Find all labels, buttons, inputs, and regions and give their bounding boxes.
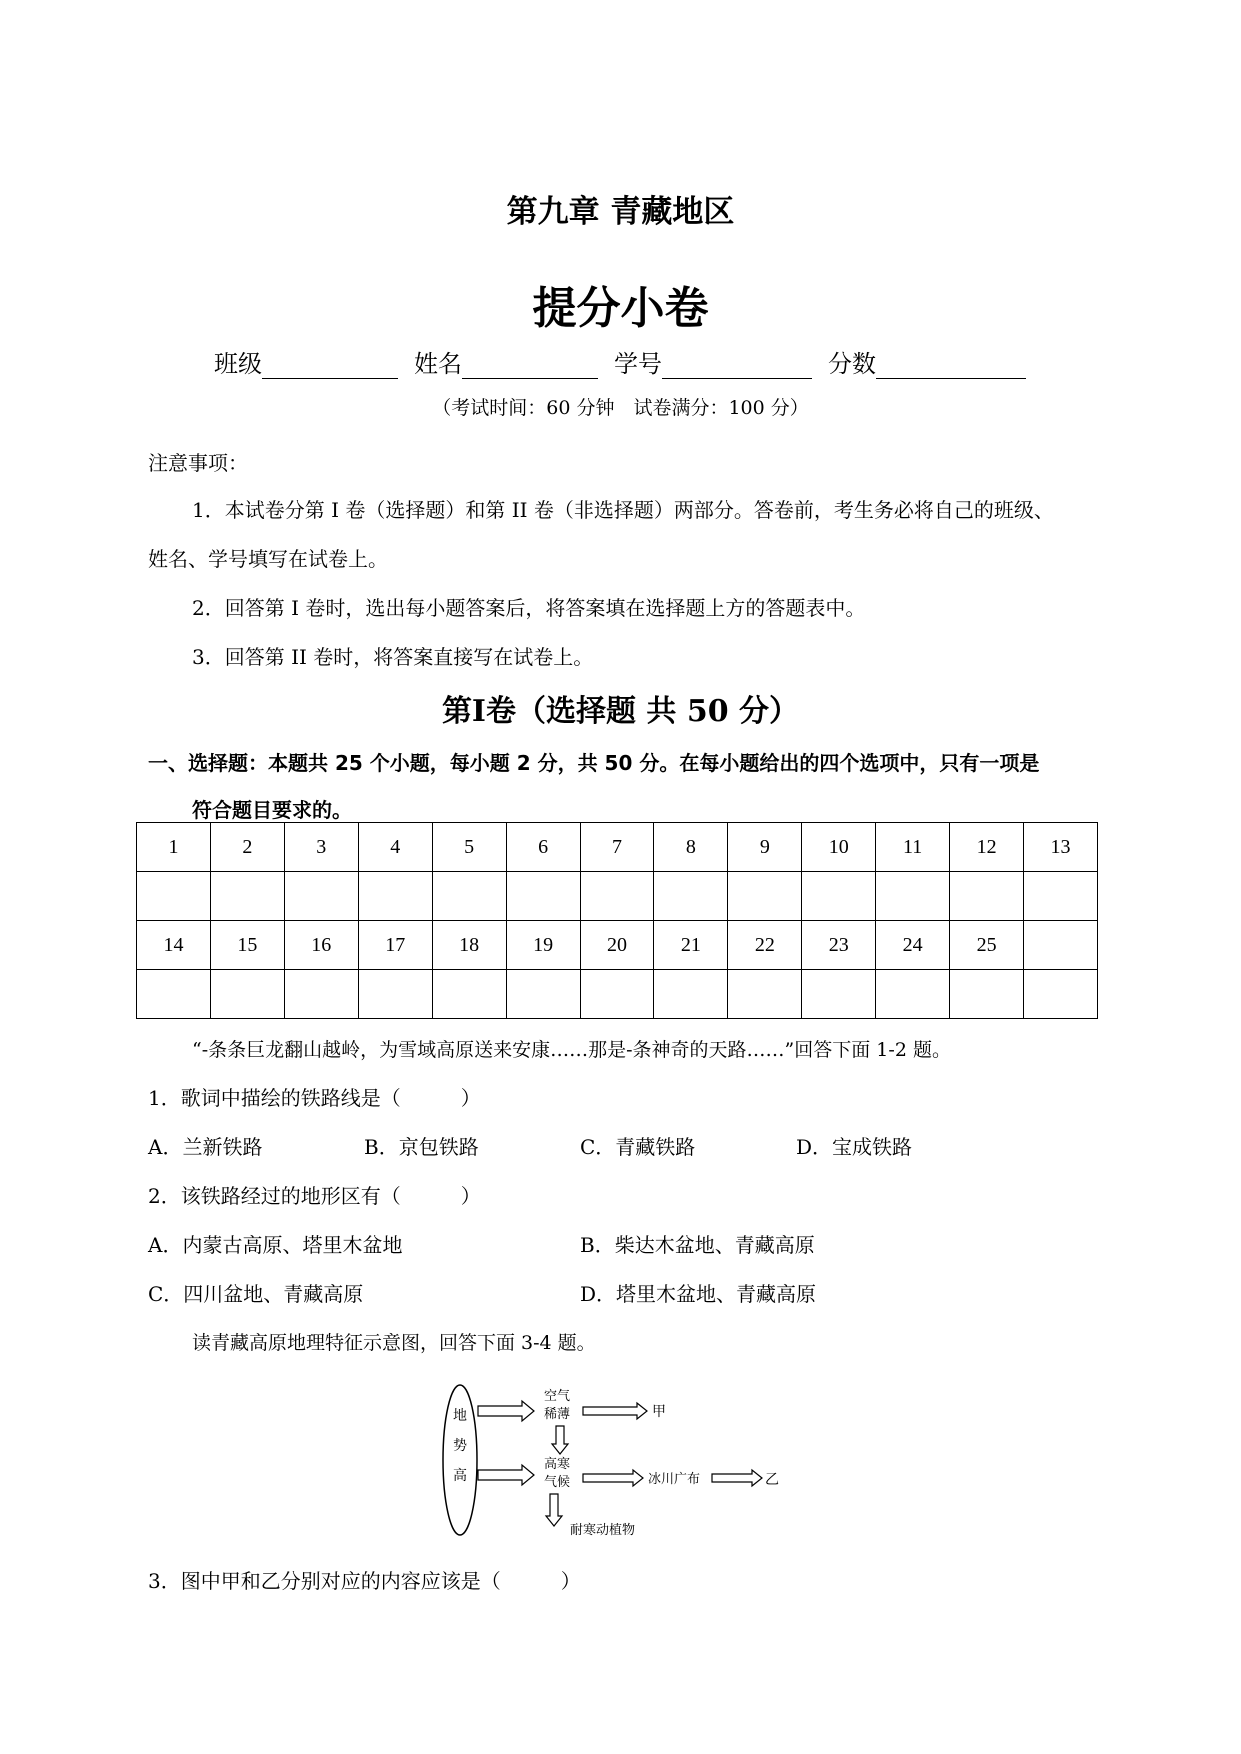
question-2-option-c[interactable]: C．四川盆地、青藏高原	[148, 1282, 364, 1306]
answer-cell[interactable]	[358, 872, 432, 921]
grid-number-cell: 23	[802, 921, 876, 970]
passage-1: “-条条巨龙翻山越岭，为雪域高原送来安康……那是-条神奇的天路……”回答下面 1-2 题。	[192, 1039, 951, 1061]
grid-number-cell: 8	[654, 823, 728, 872]
student-id-label: 学号	[614, 350, 662, 378]
answer-cell[interactable]	[950, 970, 1024, 1019]
plateau-features-diagram	[430, 1370, 810, 1550]
answer-cell[interactable]	[210, 970, 284, 1019]
answer-cell[interactable]	[1024, 970, 1098, 1019]
right-arrow-icon	[478, 1401, 534, 1421]
class-field	[214, 344, 398, 379]
grid-number-cell: 7	[580, 823, 654, 872]
grid-number-cell: 18	[432, 921, 506, 970]
question-3-stem: 3．图中甲和乙分别对应的内容应该是（ ）	[148, 1569, 581, 1593]
score-blank[interactable]	[876, 350, 1026, 379]
student-id-blank[interactable]	[662, 350, 812, 379]
grid-number-cell: 21	[654, 921, 728, 970]
answer-cell[interactable]	[358, 970, 432, 1019]
question-2-stem: 2．该铁路经过的地形区有（ ）	[148, 1184, 481, 1208]
grid-number-cell: 9	[728, 823, 802, 872]
question-1-option-b[interactable]: B．京包铁路	[364, 1135, 479, 1159]
grid-number-cell: 17	[358, 921, 432, 970]
name-blank[interactable]	[462, 350, 598, 379]
answer-cell[interactable]	[137, 970, 211, 1019]
answer-cell[interactable]	[876, 970, 950, 1019]
notice-item-1-line-1: 1．本试卷分第 I 卷（选择题）和第 II 卷（非选择题）两部分。答卷前，考生务必将自己的班级、	[192, 498, 1054, 522]
grid-number-cell: 20	[580, 921, 654, 970]
grid-number-cell: 10	[802, 823, 876, 872]
name-field	[414, 344, 598, 379]
cold-climate-label: 高寒	[544, 1457, 571, 1472]
thin-air-label: 空气	[544, 1389, 571, 1404]
answer-cell[interactable]	[506, 970, 580, 1019]
grid-number-cell: 24	[876, 921, 950, 970]
grid-number-cell	[1024, 921, 1098, 970]
grid-number-cell: 5	[432, 823, 506, 872]
grid-number-cell: 16	[284, 921, 358, 970]
answer-cell[interactable]	[950, 872, 1024, 921]
grid-number-cell: 22	[728, 921, 802, 970]
grid-number-cell: 25	[950, 921, 1024, 970]
question-1-option-c[interactable]: C．青藏铁路	[580, 1135, 696, 1159]
right-arrow-icon	[712, 1470, 762, 1486]
answer-cell[interactable]	[728, 970, 802, 1019]
yi-label: 乙	[765, 1472, 779, 1488]
jia-label: 甲	[652, 1404, 666, 1420]
grid-answer-row	[137, 970, 1098, 1019]
question-2-option-a[interactable]: A．内蒙古高原、塔里木盆地	[148, 1233, 403, 1257]
score-field	[828, 344, 1026, 379]
answer-cell[interactable]	[284, 872, 358, 921]
grid-number-cell: 3	[284, 823, 358, 872]
right-arrow-icon	[478, 1465, 534, 1485]
grid-number-cell: 12	[950, 823, 1024, 872]
answer-cell[interactable]	[432, 970, 506, 1019]
answer-cell[interactable]	[802, 970, 876, 1019]
grid-number-cell: 11	[876, 823, 950, 872]
grid-number-cell: 14	[137, 921, 211, 970]
oval-char: 地	[453, 1408, 467, 1424]
glaciers-label: 冰川广布	[648, 1472, 701, 1487]
answer-grid	[136, 822, 1098, 1019]
grid-number-cell: 2	[210, 823, 284, 872]
answer-cell[interactable]	[284, 970, 358, 1019]
answer-cell[interactable]	[137, 872, 211, 921]
paper-title: 提分小卷	[532, 283, 709, 334]
student-id-field	[614, 344, 812, 379]
question-2-option-d[interactable]: D．塔里木盆地、青藏高原	[580, 1282, 817, 1306]
name-label: 姓名	[414, 350, 462, 378]
answer-cell[interactable]	[432, 872, 506, 921]
grid-number-row	[137, 823, 1098, 872]
notice-heading: 注意事项：	[148, 451, 248, 475]
grid-number-row	[137, 921, 1098, 970]
question-2-option-b[interactable]: B．柴达木盆地、青藏高原	[580, 1233, 815, 1257]
answer-cell[interactable]	[506, 872, 580, 921]
notice-item-1-line-2: 姓名、学号填写在试卷上。	[148, 547, 388, 571]
answer-cell[interactable]	[580, 970, 654, 1019]
instruction-line-1: 一、选择题：本题共 25 个小题，每小题 2 分，共 50 分。在每小题给出的四个选项中，只有一项是	[148, 751, 1040, 775]
grid-number-cell: 15	[210, 921, 284, 970]
down-arrow-icon	[546, 1494, 562, 1526]
grid-number-cell: 1	[137, 823, 211, 872]
right-arrow-icon	[583, 1470, 643, 1486]
grid-number-cell: 19	[506, 921, 580, 970]
score-label: 分数	[828, 350, 876, 378]
answer-cell[interactable]	[728, 872, 802, 921]
answer-cell[interactable]	[654, 872, 728, 921]
thin-air-label: 稀薄	[544, 1407, 571, 1422]
answer-cell[interactable]	[1024, 872, 1098, 921]
cold-plants-label: 耐寒动植物	[570, 1523, 636, 1538]
question-1-stem: 1．歌词中描绘的铁路线是（ ）	[148, 1086, 481, 1110]
notice-item-2: 2．回答第 I 卷时，选出每小题答案后，将答案填在选择题上方的答题表中。	[192, 596, 866, 620]
right-arrow-icon	[583, 1403, 647, 1419]
answer-cell[interactable]	[210, 872, 284, 921]
answer-cell[interactable]	[802, 872, 876, 921]
oval-char: 势	[453, 1438, 467, 1454]
down-arrow-icon	[552, 1426, 568, 1454]
question-1-option-d[interactable]: D．宝成铁路	[796, 1135, 913, 1159]
chapter-title: 第九章 青藏地区	[506, 194, 735, 230]
class-blank[interactable]	[262, 350, 398, 379]
answer-cell[interactable]	[876, 872, 950, 921]
class-label: 班级	[214, 350, 262, 378]
grid-number-cell: 6	[506, 823, 580, 872]
cold-climate-label: 气候	[544, 1475, 571, 1490]
question-1-option-a[interactable]: A．兰新铁路	[148, 1135, 263, 1159]
grid-number-cell: 4	[358, 823, 432, 872]
section-title: 第I卷（选择题 共 50 分）	[441, 694, 800, 729]
notice-item-3: 3．回答第 II 卷时，将答案直接写在试卷上。	[192, 645, 594, 669]
instruction-line-2: 符合题目要求的。	[192, 798, 352, 822]
grid-answer-row	[137, 872, 1098, 921]
oval-char: 高	[453, 1468, 467, 1484]
passage-2: 读青藏高原地理特征示意图，回答下面 3-4 题。	[192, 1332, 596, 1354]
grid-number-cell: 13	[1024, 823, 1098, 872]
exam-time: （考试时间：60 分钟 试卷满分：100 分）	[432, 397, 809, 419]
answer-cell[interactable]	[580, 872, 654, 921]
answer-cell[interactable]	[654, 970, 728, 1019]
